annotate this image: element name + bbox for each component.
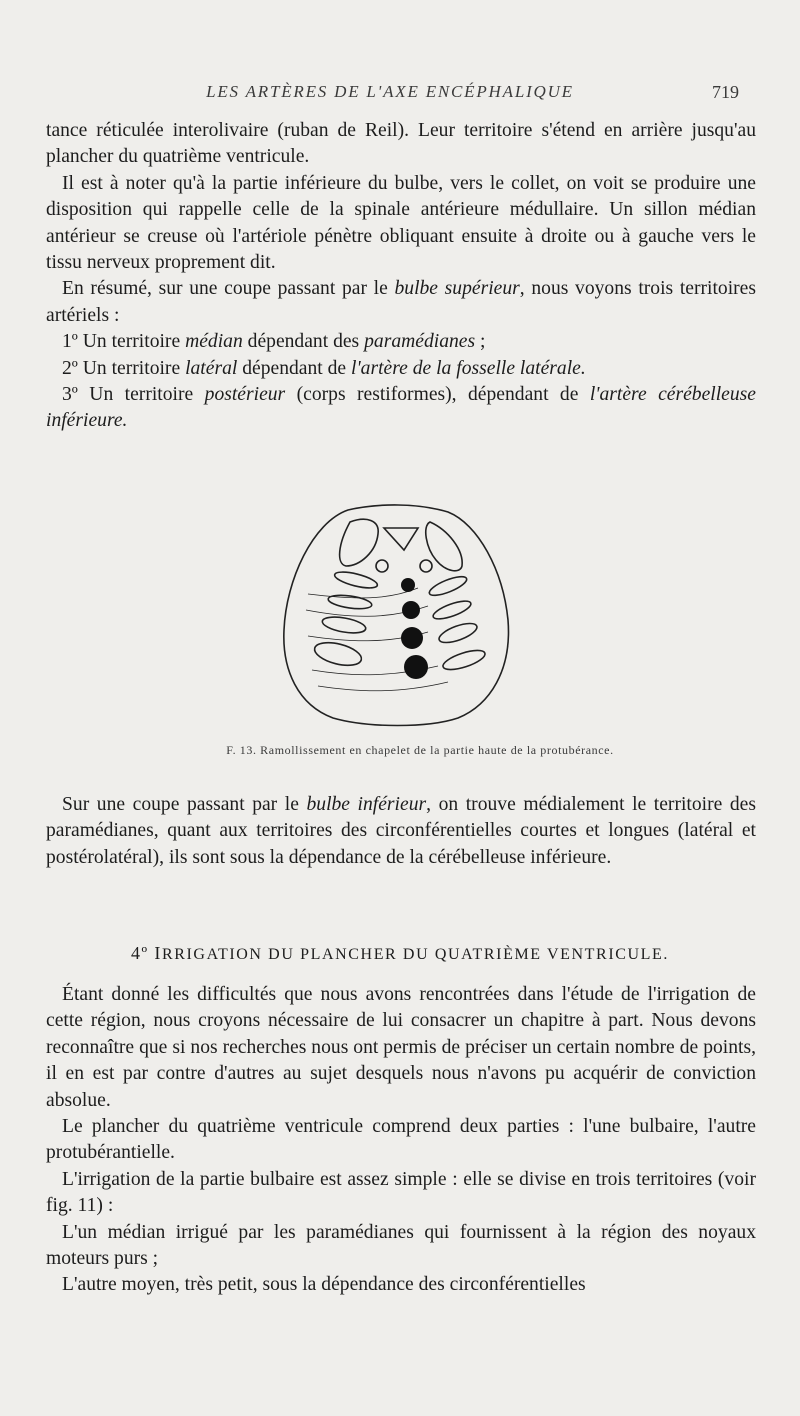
list-item-2: [46, 356, 756, 382]
page-number: 719: [712, 82, 739, 102]
paragraph-6: Le plancher du quatrième ventricule comprend deux parties : l'une bulbaire, l'autre protubérantielle.: [46, 1116, 756, 1164]
paragraph-7: L'irrigation de la partie bulbaire est assez simple : elle se divise en trois territoires (voir fig. 11) :: [46, 1168, 756, 1217]
small-circle-left: [376, 560, 388, 572]
paragraph-9: L'autre moyen, très petit, sous la dépendance des circonférentielles: [62, 1274, 586, 1296]
fiber-right-1: [427, 573, 469, 599]
paragraph-1: tance réticulée interolivaire (ruban de Reil). Leur territoire s'étend en arrière jusqu'au plancher du quatrième ventricule.: [46, 120, 756, 168]
p4-italic: bulbe inférieur: [306, 794, 427, 815]
fiber-right-2: [431, 598, 473, 623]
item3-start: 3º Un territoire: [62, 384, 205, 406]
item1-end: ;: [475, 331, 486, 353]
p3-italic: bulbe supérieur: [394, 278, 520, 300]
fiber-right-4: [441, 647, 487, 674]
item3-mid: (corps restiformes), dépendant de: [285, 384, 590, 406]
brainstem-section-drawing: [278, 500, 514, 728]
fiber-left-2: [327, 593, 372, 611]
center-triangle: [384, 528, 418, 550]
item3-italic2: l'artère cérébelleuse inférieure.: [46, 384, 756, 432]
p3-end: , nous voyons trois territoires artériels :: [46, 278, 756, 326]
paragraph-8: L'un médian irrigué par les paramédianes qui fournissent à la région des noyaux moteurs purs ;: [46, 1221, 756, 1270]
lesion-dot-4: [404, 655, 428, 679]
item1-italic1: médian: [185, 331, 243, 353]
item1-italic2: paramédianes: [364, 331, 476, 353]
item1-mid: dépendant des: [242, 331, 365, 353]
paragraph-5: Étant donné les difficultés que nous avons rencontrées dans l'étude de l'irrigation de cette région, nous croyons nécessaire de lui consacrer un chapitre à part. Nous devons reconnaître que si nos recherches nous ont permis de préciser un certain nombre de points, il en est par contre d'autres au sujet desquels nous n'avons pu acquérir de conviction absolue.: [46, 984, 756, 1111]
section-title-rest: RRIGATION DU PLANCHER DU QUATRIÈME VENTRICULE.: [161, 946, 670, 963]
text-block-middle: [46, 792, 756, 871]
item2-start: 2º Un territoire: [62, 357, 186, 379]
list-item-3: [46, 382, 756, 435]
left-upper-loop: [340, 519, 379, 566]
section-heading: [0, 943, 800, 964]
fiber-right-3: [437, 620, 479, 647]
fiber-left-3: [321, 614, 367, 635]
lesion-dot-2: [402, 601, 420, 619]
list-item-1: [46, 329, 756, 355]
paragraph-4: [46, 792, 756, 871]
fiber-left-4: [312, 638, 363, 669]
running-title: LES ARTÈRES DE L'AXE ENCÉPHALIQUE: [206, 82, 574, 101]
section-number: 4º: [130, 943, 149, 963]
figure-caption: F. 13. Ramollissement en chapelet de la partie haute de la protubérance.: [226, 743, 614, 757]
item3-italic1: postérieur: [204, 384, 286, 406]
item2-italic1: latéral: [185, 357, 238, 379]
small-circle-right: [420, 560, 432, 572]
paragraph-2: Il est à noter qu'à la partie inférieure du bulbe, vers le collet, on voit se produire une disposition qui rappelle celle de la spinale antérieure médullaire. Un sillon médian antérieur se creuse où l'artériole pénètre obliquant ensuite à droite ou à gauche vers le tissu nerveux proprement dit.: [46, 172, 756, 274]
p3-start: En résumé, sur une coupe passant par le: [62, 278, 395, 300]
p4-end: , on trouve médialement le territoire des paramédianes, quant aux territoires des circonférentielles courtes et longues (latéral et postérolatéral), ils sont sous la dépendance de la cérébelleuse inférieure.: [46, 794, 756, 868]
fiber-lines: [306, 588, 448, 691]
item2-italic2: l'artère de la fosselle latérale.: [351, 357, 586, 379]
section-title-initial: I: [154, 943, 162, 963]
text-block-top: [46, 118, 756, 435]
lesion-dot-1: [401, 578, 415, 592]
paragraph-3: [46, 276, 756, 329]
lesion-dot-3: [401, 627, 423, 649]
section-outline: [284, 505, 509, 726]
p4-start: Sur une coupe passant par le: [62, 794, 307, 815]
text-block-bottom: [46, 982, 756, 1299]
fiber-left-1: [333, 569, 379, 591]
item2-mid: dépendant de: [237, 357, 352, 379]
figure-13-diagram: [278, 500, 514, 728]
item1-start: 1º Un territoire: [62, 331, 186, 353]
